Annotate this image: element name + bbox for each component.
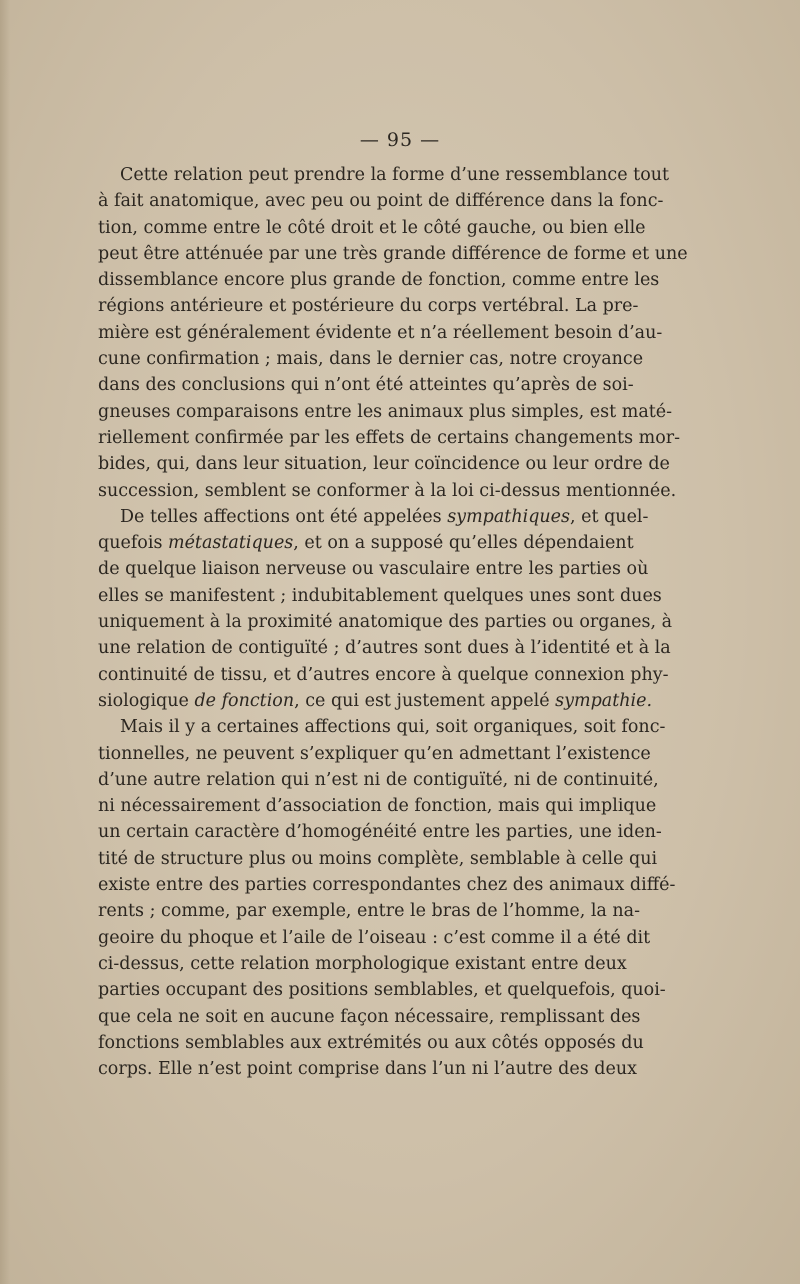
italic-term: sympathie. [555, 690, 653, 711]
text-line: Cette relation peut prendre la forme d’une ressemblance tout [120, 165, 670, 185]
text-line: d’une autre relation qui n’est ni de contiguïté, ni de continuité, [98, 769, 659, 790]
text-line: tionnelles, ne peuvent s’expliquer qu’en admettant l’existence [98, 743, 651, 764]
text-line: succession, semblent se conformer à la loi ci-dessus mentionnée. [98, 480, 677, 501]
text-line: un certain caractère d’homogénéité entre les parties, une iden- [98, 822, 662, 843]
text-line: ni nécessairement d’association de fonction, mais qui implique [98, 796, 657, 817]
text-line: dans des conclusions qui n’ont été atteintes qu’après de soi- [98, 375, 634, 396]
text-line: cune confirmation ; mais, dans le dernier cas, notre croyance [98, 349, 644, 370]
text-line: que cela ne soit en aucune façon nécessaire, remplissant des [98, 1006, 641, 1027]
text-line: fonctions semblables aux extrémités ou aux côtés opposés du [98, 1032, 644, 1053]
text-line: à fait anatomique, avec peu ou point de différence dans la fonc- [98, 191, 664, 212]
text-line: de quelque liaison nerveuse ou vasculaire entre les parties où [98, 559, 649, 580]
text-line: régions antérieure et postérieure du corps vertébral. La pre- [98, 296, 639, 317]
text-run: , et on a supposé qu’elles dépendaient [293, 533, 634, 554]
text-line: dissemblance encore plus grande de fonction, comme entre les [98, 270, 660, 291]
body-text [98, 162, 688, 1082]
text-run: De telles affections ont été appelées [120, 506, 448, 527]
text-line: Mais il y a certaines affections qui, soit organiques, soit fonc- [120, 717, 666, 738]
text-line: une relation de contiguïté ; d’autres sont dues à l’identité et à la [98, 638, 671, 659]
text-line: corps. Elle n’est point comprise dans l’un ni l’autre des deux [98, 1059, 637, 1080]
text-run: siologique [98, 690, 195, 711]
text-line: bides, qui, dans leur situation, leur coïncidence ou leur ordre de [98, 454, 670, 475]
text-line: tité de structure plus ou moins complète, semblable à celle qui [98, 848, 658, 869]
italic-term: sympathiques [447, 506, 571, 527]
text-line: mière est généralement évidente et n’a réellement besoin d’au- [98, 322, 663, 343]
text-line: riellement confirmée par les effets de certains changements mor- [98, 427, 681, 448]
text-line [98, 688, 653, 714]
text-line: geoire du phoque et l’aile de l’oiseau : c’est comme il a été dit [98, 927, 651, 948]
text-run: , ce qui est justement appelé [294, 690, 556, 711]
text-line [98, 504, 649, 530]
text-line: ci-dessus, cette relation morphologique existant entre deux [98, 953, 627, 974]
text-line: parties occupant des positions semblables, et quelquefois, quoi- [98, 980, 666, 1001]
italic-term: de fonction [194, 690, 295, 711]
text-run: quefois [98, 533, 168, 554]
text-run: , et quel- [570, 506, 649, 527]
page-number: — 95 — [359, 129, 441, 151]
italic-term: métastatiques [167, 533, 294, 554]
text-line: existe entre des parties correspondantes chez des animaux diffé- [98, 875, 676, 896]
text-line: tion, comme entre le côté droit et le côté gauche, ou bien elle [98, 217, 646, 238]
text-line: peut être atténuée par une très grande différence de forme et une [98, 243, 688, 264]
text-line: elles se manifestent ; indubitablement quelques unes sont dues [98, 585, 662, 606]
text-line [98, 530, 634, 556]
text-line: continuité de tissu, et d’autres encore à quelque connexion phy- [98, 664, 669, 685]
text-line: gneuses comparaisons entre les animaux plus simples, est maté- [98, 401, 673, 422]
page-edge-shadow [0, 0, 10, 1284]
text-line: uniquement à la proximité anatomique des parties ou organes, à [98, 612, 673, 633]
text-line: rents ; comme, par exemple, entre le bras de l’homme, la na- [98, 901, 641, 922]
